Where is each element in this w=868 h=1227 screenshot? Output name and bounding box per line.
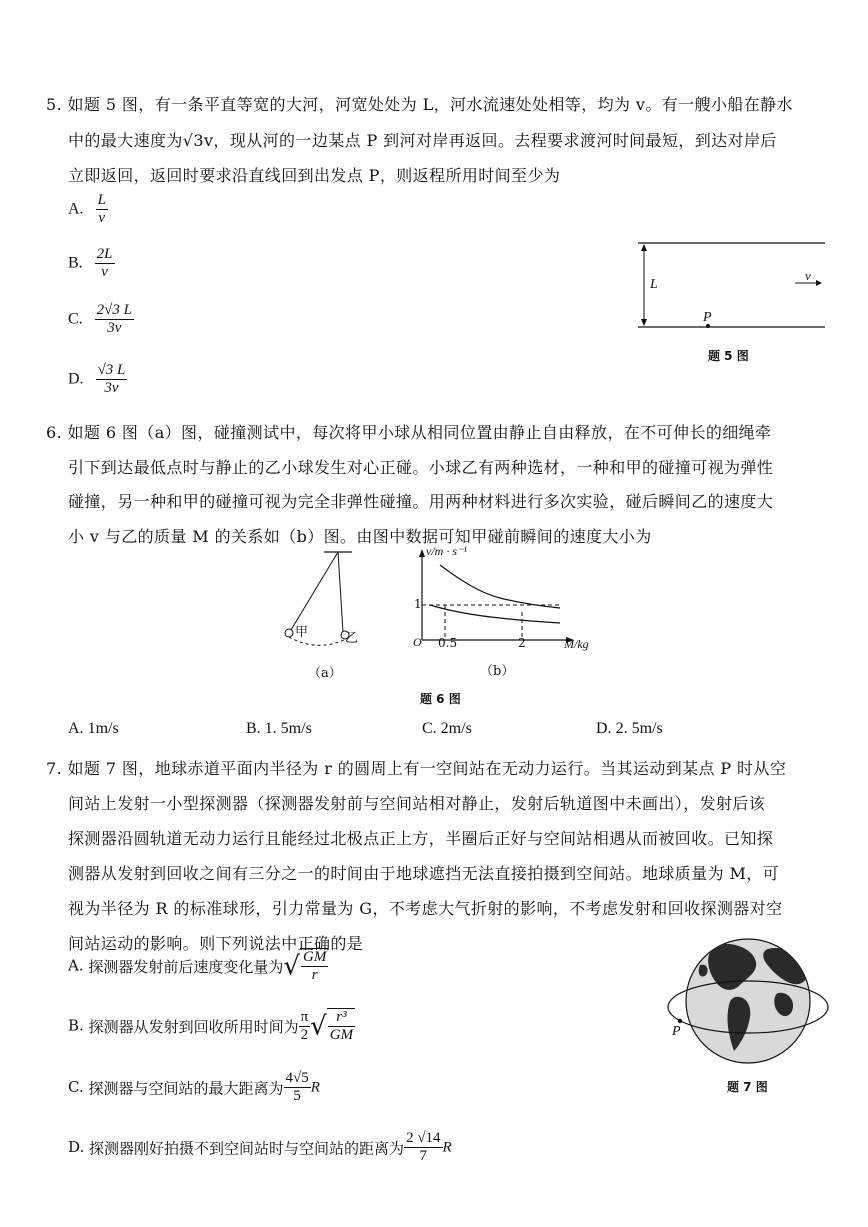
option-label: D.: [596, 720, 612, 737]
q6-label-yi: 乙: [345, 631, 359, 646]
q6-option-d[interactable]: [596, 720, 663, 738]
option-fraction: [96, 192, 108, 228]
q7-label-P: P: [672, 1024, 681, 1039]
option-label: A.: [68, 720, 84, 737]
q7-line-6: 间站运动的影响。则下列说法中正确的是: [68, 934, 364, 953]
option-expression: [300, 948, 328, 985]
q6-sub-a: （a）: [308, 666, 342, 681]
fraction-numerator: 4√5: [284, 1070, 311, 1088]
option-label: B.: [246, 720, 261, 737]
q7-line-2: 间站上发射一小型探测器（探测器发射前与空间站相对静止，发射后轨道图中未画出），发射后该: [68, 794, 766, 813]
option-fraction: [95, 302, 134, 338]
q7-line-4: 测器从发射到回收之间有三分之一的时间由于地球遮挡无法直接拍摄到空间站。地球质量为 M，可: [68, 864, 780, 883]
fraction-denominator: 2: [300, 1026, 309, 1043]
q7-line-5: 视为半径为 R 的标准球形，引力常量为 G，不考虑大气折射的影响，不考虑发射和回收探测器对空: [68, 899, 783, 918]
q6-graph-ylabel: v/m · s⁻¹: [426, 544, 467, 558]
option-label: D.: [68, 370, 84, 388]
option-coefficient: [404, 1130, 442, 1166]
fraction-denominator: r: [311, 967, 318, 984]
option-label: B.: [68, 254, 83, 272]
fraction-denominator: 3v: [104, 380, 119, 397]
option-tail: R: [442, 1139, 452, 1156]
q7-line-3: 探测器沿圆轨道无动力运行且能经过北极点正上方，半圈后正好与空间站相遇从而被回收。已知探: [68, 829, 774, 848]
q5-option-c[interactable]: [68, 302, 134, 338]
fraction-denominator: 7: [419, 1148, 428, 1165]
q6-figure-caption: 题 6 图: [420, 692, 461, 706]
option-tail: R: [310, 1079, 320, 1096]
q6-graph-xlabel: M/kg: [564, 637, 589, 651]
q6-option-b[interactable]: [246, 720, 312, 738]
fraction-denominator: 5: [293, 1088, 301, 1105]
option-fraction: [95, 246, 115, 282]
q7-option-c[interactable]: [68, 1070, 320, 1106]
q5-label-P: P: [703, 310, 712, 325]
fraction-denominator: v: [101, 264, 108, 281]
q6-line-3: 碰撞，另一种和甲的碰撞可视为完全非弹性碰撞。用两种材料进行多次实验，碰后瞬间乙的速度大: [68, 492, 774, 511]
option-label: C.: [68, 310, 83, 328]
fraction-numerator: GM: [301, 949, 328, 967]
q6-sub-b: （b）: [480, 664, 515, 679]
q6-option-a[interactable]: [68, 720, 119, 738]
q5-river-figure: [630, 235, 830, 335]
q5-line-3: 立即返回，返回时要求沿直线回到出发点 P，则返程所用时间至少为: [68, 166, 561, 185]
q5-line-2: 中的最大速度为√3v，现从河的一边某点 P 到河对岸再返回。去程要求渡河时间最短，到达对岸后: [68, 131, 777, 150]
q5-label-v: v: [805, 268, 811, 283]
q7-figure-caption: 题 7 图: [727, 1080, 768, 1094]
option-label: A.: [68, 200, 84, 218]
option-label: D.: [68, 1137, 85, 1156]
option-text: 2. 5m/s: [615, 720, 663, 737]
option-text: 探测器刚好拍摄不到空间站时与空间站的距离为: [89, 1139, 405, 1158]
option-expression: [327, 1008, 355, 1045]
q5-option-b[interactable]: [68, 246, 115, 282]
option-coefficient: [299, 1009, 311, 1045]
option-text: 1. 5m/s: [264, 720, 312, 737]
q7-globe-figure: [660, 935, 835, 1070]
fraction-numerator: 2√3 L: [95, 302, 134, 320]
q6-option-c[interactable]: [422, 720, 472, 738]
option-coefficient: [284, 1070, 311, 1106]
q5-line-1: 5. 如题 5 图，有一条平直等宽的大河，河宽处处为 L，河水流速处处相等，均为 v。有一艘小船在静水: [46, 95, 793, 114]
q7-option-d[interactable]: [68, 1130, 452, 1166]
q5-figure-caption: 题 5 图: [708, 349, 749, 363]
fraction-denominator: 3v: [107, 320, 122, 337]
option-text: 探测器与空间站的最大距离为: [88, 1079, 284, 1098]
q6-line-1: 6. 如题 6 图（a）图，碰撞测试中，每次将甲小球从相同位置由静止自由释放，在不可伸长的细绳牵: [46, 423, 772, 442]
fraction-denominator: GM: [329, 1027, 354, 1044]
fraction-numerator: r³: [328, 1009, 355, 1027]
q6-graph-tick-x1: 0.5: [438, 636, 458, 650]
option-fraction: [96, 362, 128, 398]
fraction-numerator: √3 L: [96, 362, 128, 380]
q6-graph-tick-x2: 2: [518, 636, 526, 650]
q6-graph-origin: O: [413, 635, 422, 649]
q6-label-jia: 甲: [295, 625, 309, 640]
q5-option-d[interactable]: [68, 362, 127, 398]
option-label: B.: [68, 1016, 84, 1035]
option-text: 探测器从发射到回收所用时间为: [88, 1017, 299, 1036]
option-label: C.: [422, 720, 437, 737]
q7-option-a[interactable]: [68, 948, 328, 985]
option-text: 1m/s: [87, 720, 119, 737]
sqrt-sign: √: [310, 1011, 327, 1042]
q5-label-L: L: [650, 277, 658, 292]
q6-velocity-mass-graph: [400, 545, 600, 650]
option-text: 2m/s: [440, 720, 472, 737]
q6-line-2: 引下到达最低点时与静止的乙小球发生对心正碰。小球乙有两种选材，一种和甲的碰撞可视为弹性: [68, 458, 774, 477]
q5-option-a[interactable]: [68, 192, 108, 228]
fraction-numerator: L: [96, 192, 108, 210]
option-label: A.: [68, 956, 84, 975]
q6-line-4: 小 v 与乙的质量 M 的关系如（b）图。由图中数据可知甲碰前瞬间的速度大小为: [68, 527, 652, 546]
q6-graph-tick-y1: 1: [414, 597, 422, 611]
fraction-denominator: v: [98, 210, 106, 227]
sqrt-sign: √: [283, 951, 300, 982]
q7-line-1: 7. 如题 7 图，地球赤道平面内半径为 r 的圆周上有一空间站在无动力运行。当其运动到某点 P 时从空: [46, 759, 787, 778]
fraction-numerator: 2 √14: [404, 1130, 442, 1148]
option-text: 探测器发射前后速度变化量为: [88, 957, 284, 976]
fraction-numerator: π: [299, 1009, 311, 1027]
q7-option-b[interactable]: [68, 1008, 355, 1045]
fraction-numerator: 2L: [95, 246, 115, 264]
option-label: C.: [68, 1077, 84, 1096]
